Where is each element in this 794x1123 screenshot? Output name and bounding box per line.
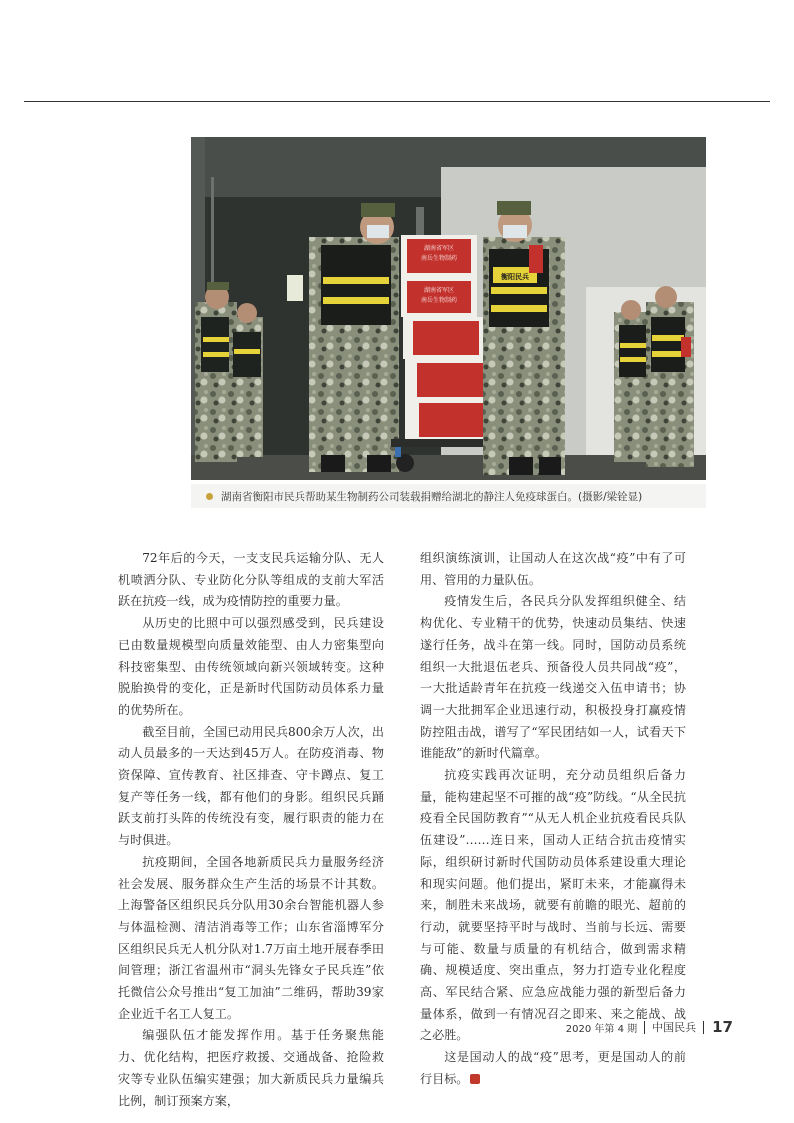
paragraph: 编强队伍才能发挥作用。基于任务聚焦能力、优化结构，把医疗救援、交通战备、抢险救灾等专业队伍编实建强；加大新质民兵力量编兵比例，制订预案方案， xyxy=(118,1028,384,1108)
closing-text: 这是国动人的战“疫”思考，更是国动人的前行目标。 xyxy=(420,1050,686,1086)
paragraph: 72年后的今天，一支支民兵运输分队、无人机喷洒分队、专业防化分队等组成的支前大军活跃在抗疫一线，成为疫情防控的重要力量。 xyxy=(118,551,384,609)
paragraph: 疫情发生后，各民兵分队发挥组织健全、结构优化、专业精干的优势，快速动员集结、快速遂行任务，战斗在第一线。同时，国防动员系统组织一大批退伍老兵、预备役人员共同战“疫”，一大批适龄青年在抗疫一线递交入伍申请书；协调一大批拥军企业迅速行动，积极投身打赢疫情防控阻击战，谱写了“军民团结如一人，试看天下谁能敌”的新时代篇章。 xyxy=(420,594,686,761)
end-mark-icon xyxy=(470,1074,480,1084)
page-number: 17 xyxy=(712,1018,733,1036)
footer-divider xyxy=(644,1021,645,1034)
footer-divider xyxy=(703,1021,704,1034)
photo-caption xyxy=(191,484,706,508)
soldier-center-left xyxy=(309,203,399,472)
soldiers-right-group xyxy=(614,286,694,467)
paragraph-continued: 组织演练演训，让国动人在这次战“疫”中有了可用、管用的力量队伍。 xyxy=(420,551,686,587)
box-label-line-2b: 南岳生物制药 xyxy=(420,297,458,304)
article-column-left xyxy=(118,548,384,1112)
paragraph: 抗疫期间，全国各地新质民兵力量服务经济社会发展、服务群众生产生活的场景不计其数。上海警备区组织民兵分队用30余台智能机器人参与体温检测、清洁消毒等工作；山东省淄博军分区组织民兵无人机分队对1.7万亩土地开展春季田间管理；浙江省温州市“洞头先锋女子民兵连”依托微信公众号推出“复工加油”二维码，帮助39家企业近千名工人复工。 xyxy=(118,854,384,1021)
photo-illustration xyxy=(191,137,706,480)
closing-paragraph xyxy=(420,1047,686,1090)
paragraph: 从历史的比照中可以强烈感受到，民兵建设已由数量规模型向质量效能型、由人力密集型向科技密集型、由传统领域向新兴领域转变。这种脱胎换骨的变化，正是新时代国防动员体系力量的优势所在。 xyxy=(118,616,384,717)
box-label-line-1b: 湖南省军区 xyxy=(423,287,455,294)
box-label-line-2: 南岳生物制药 xyxy=(420,255,458,262)
box-label-line-1: 湖南省军区 xyxy=(423,245,455,252)
vest-patch-text: 衡阳民兵 xyxy=(501,273,529,281)
soldiers-left-group xyxy=(195,282,263,462)
magazine-name: 中国民兵 xyxy=(652,1021,697,1034)
paragraph: 抗疫实践再次证明，充分动员组织后备力量，能构建起坚不可摧的战“疫”防线。“从全民抗疫看全民国防教育”“从无人机企业抗疫看民兵队伍建设”……连日来，国动人正结合抗击疫情实际，组织研讨新时代国防动员体系建设重大理论和现实问题。他们提出，紧盯未来，才能赢得未来，制胜未来战场，就要有前瞻的眼光、超前的行动，就要坚持平时与战时、当前与长远、需要与可能、数量与质量的有机结合，做到需求精确、规模适度、突出重点，努力打造专业化程度高、军民结合紧、应急应战能力强的新型后备力量体系，做到一有情况召之即来、来之能战、战之必胜。 xyxy=(420,768,686,1043)
header-rule xyxy=(24,101,770,102)
paragraph: 截至目前，全国已动用民兵800余万人次，出动人员最多的一天达到45万人。在防疫消毒、物资保障、宣传教育、社区排查、守卡蹲点、复工复产等任务一线，都有他们的身影。组织民兵踊跃支前打头阵的传统没有变，履行职责的能力在与时俱进。 xyxy=(118,724,384,848)
page-footer xyxy=(566,1018,733,1036)
issue-label: 2020 年第 4 期 xyxy=(565,1023,638,1035)
caption-bullet-icon xyxy=(206,493,213,500)
caption-text: 湖南省衡阳市民兵帮助某生物制药公司装载捐赠给湖北的静注人免疫球蛋白。(摄影/梁铨显) xyxy=(221,490,643,503)
soldier-center-right xyxy=(483,201,565,475)
news-photo xyxy=(191,137,706,480)
article-column-right xyxy=(420,548,686,1091)
